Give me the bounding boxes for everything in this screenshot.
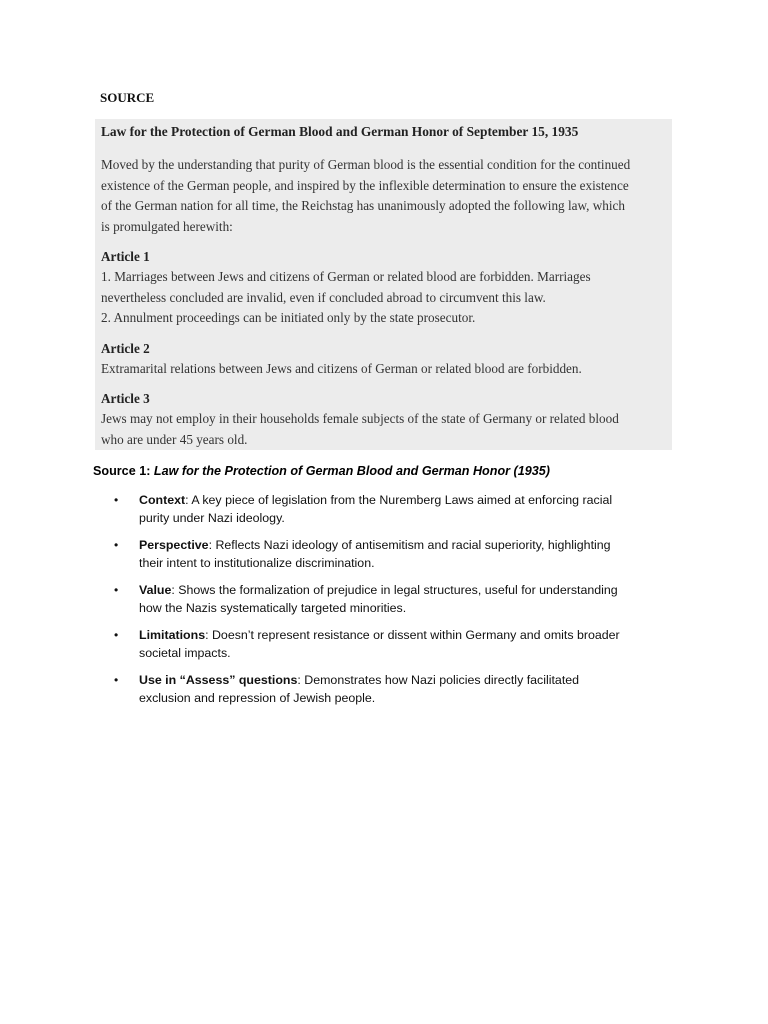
preamble-line: existence of the German people, and inspired by the inflexible determination to ensure the existence xyxy=(101,177,629,193)
bullet-text: : A key piece of legislation from the Nuremberg Laws aimed at enforcing racial xyxy=(185,493,613,507)
bullet-text: how the Nazis systematically targeted minorities. xyxy=(139,601,407,615)
caption-title: Law for the Protection of German Blood and German Honor (1935) xyxy=(153,464,550,478)
bullet-text: : Reflects Nazi ideology of antisemitism and racial superiority, highlighting xyxy=(208,538,611,552)
article-2-heading: Article 2 xyxy=(101,340,150,356)
list-item-limitations xyxy=(112,626,692,662)
list-item-assess xyxy=(112,671,692,707)
bullet-icon: • xyxy=(114,628,119,642)
bullet-text: : Demonstrates how Nazi policies directly facilitated xyxy=(297,673,580,687)
bullet-icon: • xyxy=(114,538,119,552)
law-title: Law for the Protection of German Blood and German Honor of September 15, 1935 xyxy=(101,124,579,139)
bullet-icon: • xyxy=(114,493,119,507)
article-3-line: who are under 45 years old. xyxy=(101,431,248,447)
article-3-line: Jews may not employ in their households female subjects of the state of Germany or related blood xyxy=(101,411,619,426)
list-item-perspective xyxy=(112,536,692,572)
preamble-line: of the German nation for all time, the Reichstag has unanimously adopted the following law, which xyxy=(101,198,625,213)
article-3-heading: Article 3 xyxy=(101,391,150,406)
article-2-line: Extramarital relations between Jews and citizens of German or related blood are forbidden. xyxy=(101,360,582,376)
source-heading: SOURCE xyxy=(100,90,155,105)
bullet-text: purity under Nazi ideology. xyxy=(139,511,285,525)
list-item-context xyxy=(112,491,692,527)
preamble-line: Moved by the understanding that purity of German blood is the essential condition for the continued xyxy=(101,157,631,172)
article-1-line: 1. Marriages between Jews and citizens of German or related blood are forbidden. Marriages xyxy=(101,269,591,284)
article-1-heading: Article 1 xyxy=(101,249,150,264)
bullet-text: : Doesn’t represent resistance or dissent within Germany and omits broader xyxy=(205,628,620,642)
caption-prefix: Source 1: xyxy=(93,464,154,478)
preamble-line: is promulgated herewith: xyxy=(101,218,233,234)
bullet-term: Use in “Assess” questions xyxy=(139,673,298,687)
bullet-term: Perspective xyxy=(139,538,209,552)
bullet-text: : Shows the formalization of prejudice in legal structures, useful for understanding xyxy=(171,583,618,597)
source-excerpt-image xyxy=(95,119,672,450)
article-1-line: nevertheless concluded are invalid, even if concluded abroad to circumvent this law. xyxy=(101,289,546,305)
bullet-icon: • xyxy=(114,583,119,597)
source-caption xyxy=(93,464,550,478)
bullet-text: their intent to institutionalize discrimination. xyxy=(139,556,375,570)
article-1-line: 2. Annulment proceedings can be initiated only by the state prosecutor. xyxy=(101,310,476,325)
bullet-text: societal impacts. xyxy=(139,646,231,660)
analysis-list xyxy=(112,491,692,716)
bullet-term: Limitations xyxy=(139,628,206,642)
bullet-text: exclusion and repression of Jewish people. xyxy=(139,691,376,705)
bullet-term: Value xyxy=(139,583,172,597)
bullet-icon: • xyxy=(114,673,119,687)
bullet-term: Context xyxy=(139,493,186,507)
list-item-value xyxy=(112,581,692,617)
